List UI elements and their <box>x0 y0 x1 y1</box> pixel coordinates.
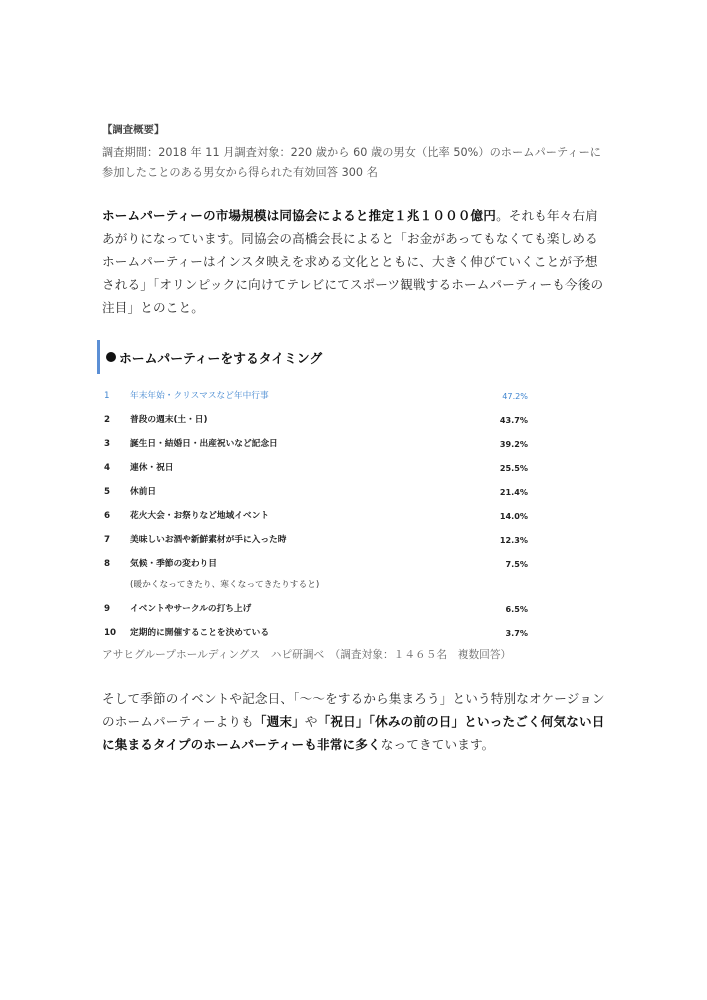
closing-text-2: や <box>304 714 318 729</box>
closing-paragraph <box>102 687 610 756</box>
rank-label: 美味しいお酒や新鮮素材が手に入った時 <box>130 535 287 545</box>
survey-overview <box>102 120 612 183</box>
rank-label: 普段の週末(土・日) <box>130 415 208 425</box>
ranking-row <box>104 528 528 552</box>
closing-text-4: なってきています。 <box>380 737 495 752</box>
rank-percentage: 39.2% <box>499 439 528 449</box>
rank-number: 9 <box>104 604 111 614</box>
rank-number: 10 <box>104 628 117 638</box>
rank-number: 1 <box>104 391 110 401</box>
rank-percentage: 14.0% <box>499 511 528 521</box>
closing-text-3: といったごく何気ない日に集まるタイプのホームパーティーも非常に多く <box>102 714 605 752</box>
holiday-highlight: 「祝日」「休みの前の日」 <box>317 714 465 729</box>
closing-text-1: そして季節のイベントや記念日、「〜〜をするから集まろう」という特別なオケージョンのホームパーティーよりも <box>102 691 605 729</box>
rank-label: 花火大会・お祭りなど地域イベント <box>130 511 269 521</box>
ranking-row <box>104 480 528 504</box>
source-note: アサヒグループホールディングス ハピ研調べ （調査対象：１４６５名 複数回答） <box>102 648 512 661</box>
survey-overview-title: 【調査概要】 <box>102 124 165 136</box>
rank-number: 3 <box>104 439 111 449</box>
rank-label: 年末年始・クリスマスなど年中行事 <box>130 391 269 401</box>
rank-number: 8 <box>104 559 111 569</box>
rank-number: 6 <box>104 511 111 521</box>
bullet-icon <box>106 352 116 362</box>
ranking-row <box>104 504 528 528</box>
rank-number: 7 <box>104 535 111 545</box>
ranking-row <box>104 432 528 456</box>
rank-percentage: 3.7% <box>505 628 528 638</box>
rank-percentage: 43.7% <box>499 415 528 425</box>
ranking-row <box>104 552 528 597</box>
section-heading <box>97 340 607 374</box>
rank-number: 4 <box>104 463 111 473</box>
rank-label: 連休・祝日 <box>130 463 174 473</box>
rank-percentage: 12.3% <box>499 535 528 545</box>
section-title: ホームパーティーをするタイミング <box>119 351 323 367</box>
ranking-row <box>104 408 528 432</box>
weekend-highlight: 「週末」 <box>253 714 305 729</box>
rank-percentage: 7.5% <box>505 559 528 569</box>
rank-label: イベントやサークルの打ち上げ <box>130 604 252 614</box>
rank-percentage: 6.5% <box>505 604 528 614</box>
ranking-row <box>104 597 528 621</box>
rank-sublabel: (暖かくなってきたり、寒くなってきたりすると) <box>130 580 320 590</box>
intro-text: 。それも年々右肩あがりになっています。同協会の高橋会長によると「お金があってもなくても楽しめるホームパーティーはインスタ映えを求める文化とともに、大きく伸びていくことが予想される」「オリンピックに向けてテレビにてスポーツ観戦するホームパーティーも今後の注目」とのこと。 <box>102 208 604 315</box>
rank-label: 気候・季節の変わり目 <box>130 559 217 569</box>
ranking-row <box>104 384 528 408</box>
market-size-highlight: ホームパーティーの市場規模は同協会によると推定１兆１０００億円 <box>102 208 497 223</box>
rank-number: 2 <box>104 415 111 425</box>
rank-number: 5 <box>104 487 111 497</box>
rank-label: 定期的に開催することを決めている <box>130 628 269 638</box>
rank-percentage: 21.4% <box>499 487 528 497</box>
rank-percentage: 25.5% <box>499 463 528 473</box>
ranking-list <box>104 384 528 645</box>
rank-label: 休前日 <box>130 487 157 497</box>
survey-overview-text: 調査期間：2018 年 11 月調査対象：220 歳から 60 歳の男女（比率 50%）のホームパーティーに参加したことのある男女から得られた有効回答 300 名 <box>102 146 602 179</box>
rank-label: 誕生日・結婚日・出産祝いなど記念日 <box>130 439 278 449</box>
ranking-row <box>104 621 528 645</box>
rank-percentage: 47.2% <box>502 391 528 401</box>
intro-paragraph <box>102 204 610 319</box>
ranking-row <box>104 456 528 480</box>
